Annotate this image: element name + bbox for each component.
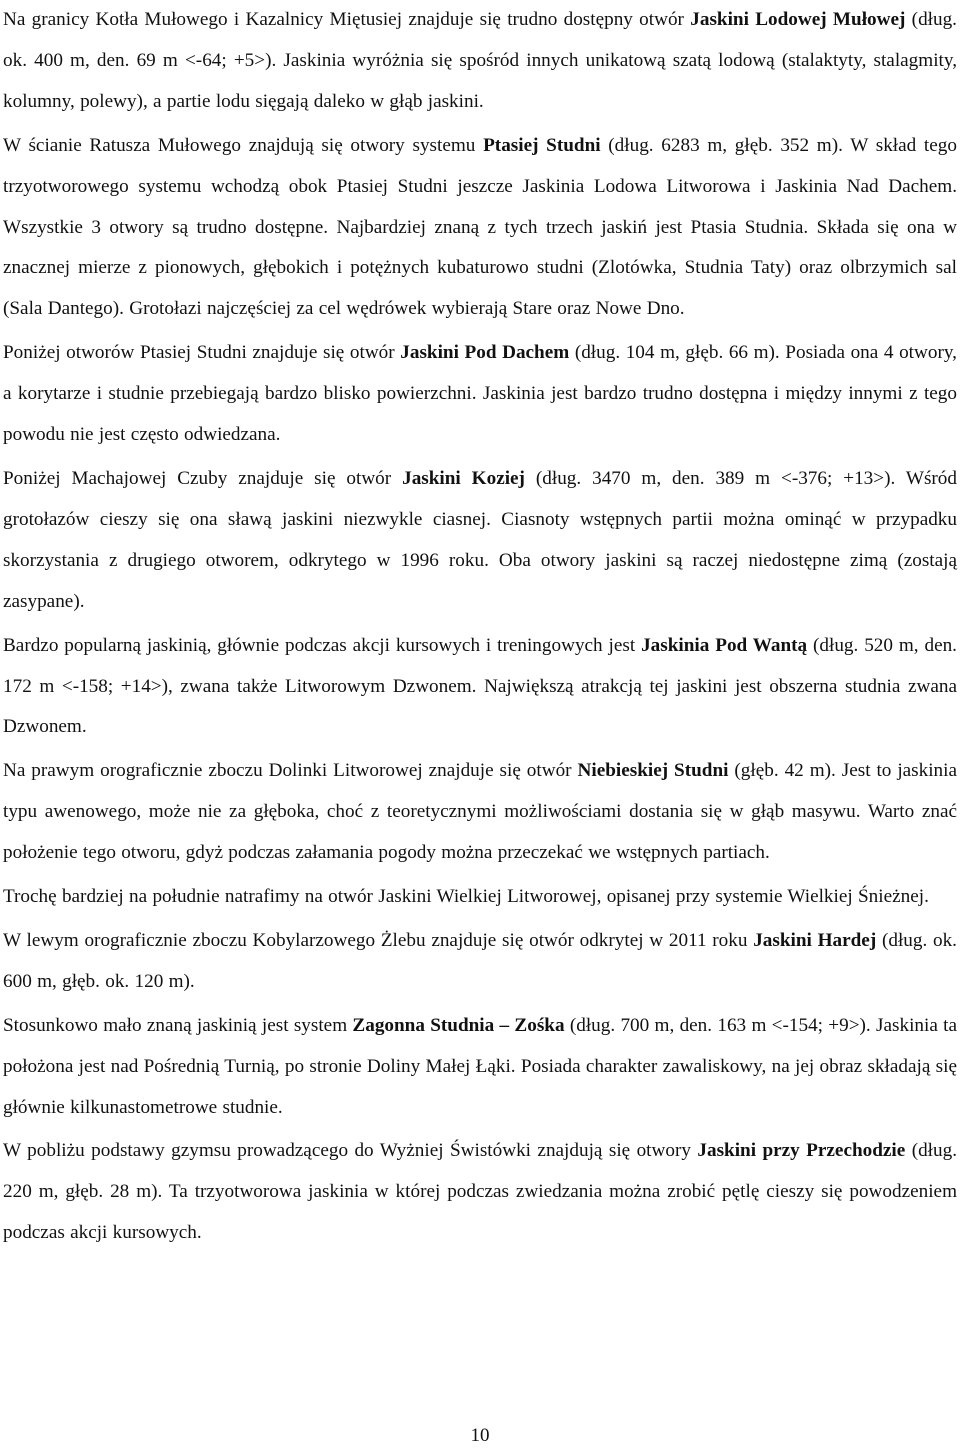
paragraph-text: (dług. 3470 m, den. 389 m <-376; +13>). Wśród grotołazów cieszy się ona sławą jaskini niezwykle ciasnej. Ciasnoty wstępnych partii można ominąć w przypadku skorzystania z drugiego otworem, odkrytego w 1996 roku. Oba otwory jaskini są raczej niedostępne zimą (zostają zasypane). (3, 467, 957, 612)
paragraph-text: (dług. 700 m, den. 163 m <-154; +9>). Jaskinia ta położona jest nad Pośrednią Turnią, po stronie Doliny Małej Łąki. Posiada charakter zawaliskowy, na jej obraz składają się głównie kilkunastometrowe studnie. (3, 1014, 957, 1118)
paragraph-text: Poniżej Machajowej Czuby znajduje się otwór (3, 467, 403, 489)
paragraph (3, 333, 957, 456)
paragraph-text: Na granicy Kotła Mułowego i Kazalnicy Miętusiej znajduje się trudno dostępny otwór (3, 9, 691, 30)
page-number: 10 (470, 1425, 490, 1446)
paragraph (3, 126, 957, 331)
cave-name: Jaskini Pod Dachem (400, 342, 570, 364)
paragraph-text: Poniżej otworów Ptasiej Studni znajduje się otwór (3, 342, 401, 364)
paragraph-text: (dług. 6283 m, głęb. 352 m). W skład tego trzyotworowego systemu wchodzą obok Ptasiej Studni jeszcze Jaskinia Lodowa Litworowa i Jaskinia Nad Dachem. Wszystkie 3 otwory są trudno dostępne. Najbardziej znaną z tych trzech jaskiń jest Ptasia Studnia. Składa się ona w znacznej mierze z pionowych, głębokich i potężnych kubaturowo studni (Zlotówka, Studnia Taty) oraz olbrzymich sal (Sala Dantego). Grotołazi najczęściej za cel wędrówek wybierają Stare oraz Nowe Dno. (3, 134, 957, 320)
paragraph (3, 1006, 957, 1129)
paragraph-text: (dług. ok. 600 m, głęb. ok. 120 m). (3, 929, 957, 992)
paragraph (3, 459, 957, 623)
paragraph-text: (dług. 220 m, głęb. 28 m). Ta trzyotworowa jaskinia w której podczas zwiedzania można zrobić pętlę cieszy się powodzeniem podczas akcji kursowych. (3, 1140, 957, 1244)
paragraph-text: W pobliżu podstawy gzymsu prowadzącego do Wyżniej Świstówki znajdują się otwory (3, 1140, 698, 1162)
document-body (3, 0, 957, 1254)
cave-name: Jaskini Koziej (402, 467, 525, 489)
paragraph-text: (dług. 104 m, głęb. 66 m). Posiada ona 4 otwory, a korytarze i studnie przebiegają bardzo blisko powierzchni. Jaskinia jest bardzo trudno dostępna i między innymi z tego powodu nie jest często odwiedzana. (3, 342, 957, 446)
paragraph-text: (głęb. 42 m). Jest to jaskinia typu awenowego, może nie za głęboka, choć z teoretycznymi możliwościami dostania się w głąb masywu. Warto znać położenie tego otworu, gdyż podczas załamania pogody można przeczekać we wstępnych partiach. (3, 760, 957, 864)
cave-name: Jaskini przy Przechodzie (697, 1140, 906, 1162)
paragraph (3, 0, 957, 123)
paragraph-text: W lewym orograficznie zboczu Kobylarzowego Żlebu znajduje się otwór odkrytej w 2011 roku (3, 929, 754, 951)
paragraph-text: (dług. 520 m, den. 172 m <-158; +14>), zwana także Litworowym Dzwonem. Największą atrakcją tej jaskini jest obszerna studnia zwana Dzwonem. (3, 634, 957, 738)
paragraph (3, 877, 957, 918)
cave-name: Ptasiej Studni (483, 134, 601, 156)
paragraph-text: W ścianie Ratusza Mułowego znajdują się otwory systemu (3, 134, 484, 156)
paragraph-text: (dług. ok. 400 m, den. 69 m <-64; +5>). Jaskinia wyróżnia się spośród innych unikatową szatą lodową (stalaktyty, stalagmity, kolumny, polewy), a partie lodu sięgają daleko w głąb jaskini. (3, 9, 957, 112)
paragraph (3, 1131, 957, 1254)
paragraph-text: Trochę bardziej na południe natrafimy na otwór Jaskini Wielkiej Litworowej, opisanej przy systemie Wielkiej Śnieżnej. (3, 886, 929, 908)
paragraph-text: Na prawym orograficznie zboczu Dolinki Litworowej znajduje się otwór (3, 760, 578, 782)
cave-name: Zagonna Studnia – Zośka (352, 1014, 565, 1036)
cave-name: Niebieskiej Studni (577, 760, 729, 782)
paragraph (3, 921, 957, 1003)
cave-name: Jaskinia Pod Wantą (641, 634, 808, 656)
paragraph (3, 626, 957, 749)
document-page (3, 0, 957, 1257)
cave-name: Jaskini Lodowej Mułowej (690, 9, 906, 30)
paragraph-text: Stosunkowo mało znaną jaskinią jest system (3, 1014, 353, 1036)
paragraph-text: Bardzo popularną jaskinią, głównie podczas akcji kursowych i treningowych jest (3, 634, 642, 656)
cave-name: Jaskini Hardej (753, 929, 877, 951)
paragraph (3, 751, 957, 874)
